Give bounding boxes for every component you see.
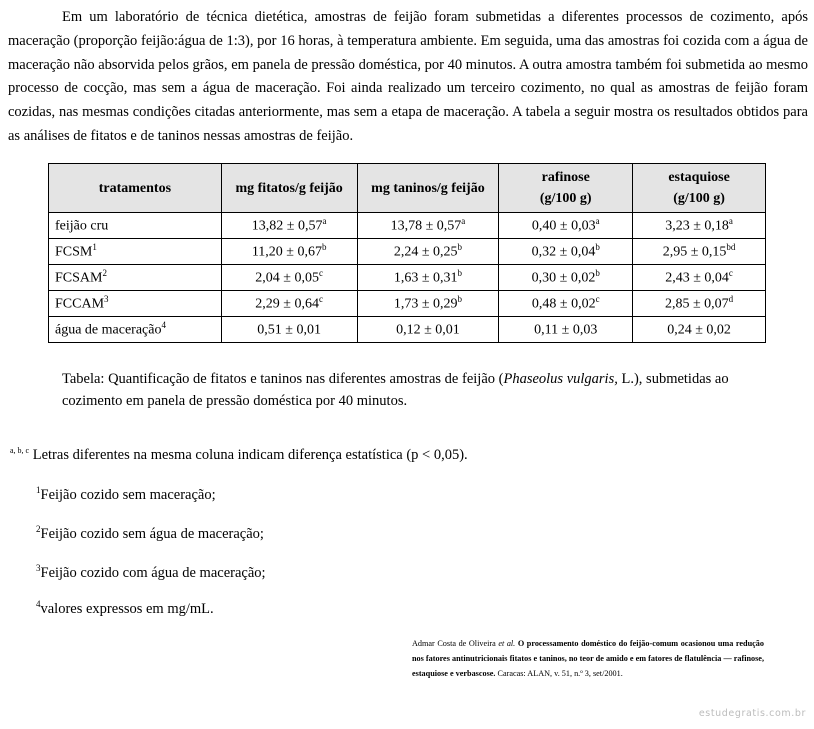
cell-value: 0,30 ± 0,02 [531, 270, 596, 286]
cell-value: 0,32 ± 0,04 [531, 244, 596, 260]
row-name [49, 265, 222, 291]
row-name-sup: 1 [92, 242, 97, 253]
cell-fitatos [221, 317, 357, 343]
footnote-text: Feijão cozido com água de maceração; [40, 564, 266, 581]
table-row [49, 291, 766, 317]
row-name-sup: 4 [161, 320, 166, 331]
cell-estaquiose [633, 265, 766, 291]
row-name-text: água de maceração [55, 322, 162, 338]
cell-fitatos [221, 213, 357, 239]
footnote-4 [36, 599, 214, 618]
cell-value: 2,43 ± 0,04 [665, 270, 729, 286]
citation-title: O processamento doméstico do feijão-comum ocasionou uma redução nos fatores antinutricionais fitatos e taninos, no teor de amido e em fatores de flatulência — rafinose, estaquiose e verbascose. [412, 639, 764, 678]
cell-sup: b [595, 268, 600, 279]
header-estaquiose [633, 164, 766, 213]
cell-value: 11,20 ± 0,67 [251, 244, 322, 260]
cell-value: 0,11 ± 0,03 [534, 322, 598, 338]
intro-text: Em um laboratório de técnica dietética, amostras de feijão foram submetidas a diferentes processos de cozimento, após maceração (proporção feijão:água de 1:3), por 16 horas, à temperatura ambiente. Em seguida, uma das amostras foi cozida com a água de maceração não absorvida pelos grãos, em panela de pressão doméstica, por 40 minutos. A outra amostra também foi submetida ao mesmo processo de cocção, mas sem a água de maceração. Foi ainda realizado um terceiro cozimento, no qual as amostras de feijão foram cozidas, nas mesmas condições citadas anteriormente, mas sem a etapa de maceração. A tabela a seguir mostra os resultados obtidos para as análises de fitatos e de taninos nessas amostras de feijão. [8, 9, 808, 144]
table-row [49, 239, 766, 265]
cell-value: 0,24 ± 0,02 [667, 322, 731, 338]
footnote-sup: 2 [36, 524, 41, 534]
header-fitatos: mg fitatos/g feijão [221, 164, 357, 213]
row-name-text: FCSAM [55, 270, 103, 286]
watermark: estudegratis.com.br [698, 708, 806, 719]
footnote-sup: 4 [36, 599, 41, 609]
row-name-sup: 2 [102, 268, 107, 279]
cell-estaquiose [633, 213, 766, 239]
row-name [49, 213, 222, 239]
cell-value: 2,95 ± 0,15 [662, 244, 727, 260]
citation-etal: et al. [498, 639, 516, 648]
caption-after: L.), submetidas ao cozimento em panela de pressão doméstica por 40 minutos. [62, 371, 729, 409]
cell-value: 0,51 ± 0,01 [257, 322, 321, 338]
table-header-row [49, 164, 766, 213]
footnote-3 [36, 563, 266, 582]
cell-estaquiose [633, 239, 766, 265]
cell-rafinose [499, 213, 633, 239]
cell-sup: bd [726, 242, 736, 253]
cell-sup: c [318, 268, 323, 279]
cell-sup: a [322, 216, 327, 227]
row-name [49, 317, 222, 343]
cell-value: 13,78 ± 0,57 [390, 218, 462, 234]
cell-rafinose [499, 291, 633, 317]
cell-sup: b [595, 242, 600, 253]
cell-rafinose [499, 317, 633, 343]
cell-fitatos [221, 291, 357, 317]
citation [412, 636, 764, 681]
legend-text: Letras diferentes na mesma coluna indicam diferença estatística (p < 0,05). [32, 446, 468, 463]
cell-fitatos [221, 265, 357, 291]
cell-rafinose [499, 239, 633, 265]
cell-value: 0,40 ± 0,03 [531, 218, 596, 234]
row-name [49, 239, 222, 265]
cell-taninos [357, 291, 499, 317]
cell-taninos [357, 265, 499, 291]
cell-taninos [357, 317, 499, 343]
results-table [48, 163, 766, 343]
footnote-sup: 3 [36, 563, 41, 573]
row-name-sup: 3 [104, 294, 109, 305]
cell-sup: b [457, 294, 463, 305]
cell-sup: b [457, 268, 463, 279]
cell-sup: a [461, 216, 466, 227]
footnote-sup: 1 [36, 485, 41, 495]
header-rafinose [499, 164, 633, 213]
intro-paragraph [8, 6, 808, 149]
header-rafinose-label: rafinose [541, 170, 590, 185]
cell-sup: b [321, 242, 327, 253]
table-row [49, 317, 766, 343]
header-rafinose-unit: (g/100 g) [539, 191, 592, 206]
caption-before: Tabela: Quantificação de fitatos e taninos nas diferentes amostras de feijão ( [62, 371, 504, 387]
cell-estaquiose [633, 317, 766, 343]
cell-sup: a [728, 216, 733, 227]
row-name [49, 291, 222, 317]
cell-sup: d [728, 294, 734, 305]
row-name-text: feijão cru [55, 218, 109, 234]
header-tratamentos: tratamentos [49, 164, 222, 213]
citation-source: Caracas: ALAN, v. 51, n.º 3, set/2001. [495, 669, 623, 678]
cell-value: 3,23 ± 0,18 [665, 218, 729, 234]
cell-value: 1,63 ± 0,31 [393, 270, 458, 286]
header-estaquiose-unit: (g/100 g) [673, 191, 725, 206]
footnote-text: Feijão cozido sem água de maceração; [40, 525, 264, 542]
table-row [49, 265, 766, 291]
cell-sup: c [318, 294, 323, 305]
table-row [49, 213, 766, 239]
citation-author: Admar Costa de Oliveira [412, 639, 499, 648]
cell-value: 1,73 ± 0,29 [393, 296, 458, 312]
cell-estaquiose [633, 291, 766, 317]
cell-sup: c [728, 268, 733, 279]
row-name-text: FCSM [55, 244, 93, 260]
cell-value: 0,48 ± 0,02 [531, 296, 596, 312]
cell-taninos [357, 239, 499, 265]
cell-fitatos [221, 239, 357, 265]
row-name-text: FCCAM [55, 296, 105, 312]
cell-value: 2,85 ± 0,07 [664, 296, 729, 312]
footnote-2 [36, 524, 264, 543]
table-caption [62, 368, 762, 412]
cell-sup: a [595, 216, 600, 227]
footnote-text: Feijão cozido sem maceração; [40, 486, 216, 503]
cell-value: 2,04 ± 0,05 [255, 270, 319, 286]
cell-value: 0,12 ± 0,01 [396, 322, 460, 338]
footnote-1 [36, 485, 216, 504]
cell-rafinose [499, 265, 633, 291]
cell-sup: b [457, 242, 463, 253]
legend-sup: a, b, c [10, 446, 30, 455]
cell-value: 2,24 ± 0,25 [393, 244, 458, 260]
header-estaquiose-label: estaquiose [668, 170, 730, 185]
cell-taninos [357, 213, 499, 239]
cell-sup: c [595, 294, 600, 305]
cell-value: 2,29 ± 0,64 [255, 296, 319, 312]
significance-legend [10, 446, 468, 464]
header-taninos: mg taninos/g feijão [357, 164, 499, 213]
cell-value: 13,82 ± 0,57 [251, 218, 323, 234]
caption-species: Phaseolus vulgaris, [503, 371, 618, 387]
footnote-text: valores expressos em mg/mL. [40, 600, 214, 617]
